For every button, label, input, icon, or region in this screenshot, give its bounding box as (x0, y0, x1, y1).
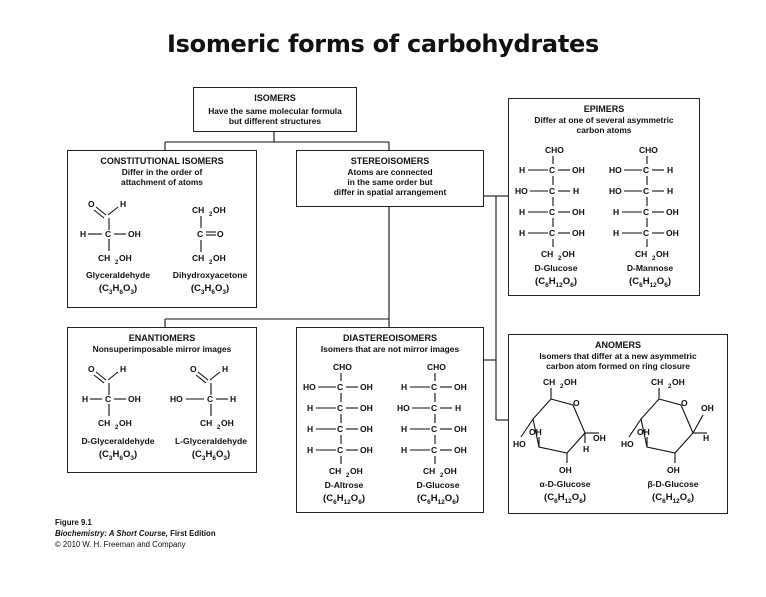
svg-text:OH: OH (562, 249, 575, 259)
svg-text:OH: OH (667, 465, 680, 475)
svg-text:O: O (573, 398, 580, 408)
svg-text:C: C (549, 165, 556, 175)
svg-text:CH: CH (329, 466, 342, 476)
svg-text:O: O (88, 364, 95, 374)
svg-text:OH: OH (454, 445, 467, 455)
enantiomers-heading: ENANTIOMERS (128, 333, 196, 343)
svg-text:C: C (431, 424, 438, 434)
d-altrose-formula: $(C_6H_{12}O_6)$ (323, 493, 365, 506)
svg-text:CH: CH (635, 249, 648, 259)
l-glyceraldehyde-name: L-Glyceraldehyde (174, 436, 248, 446)
figure-label: Figure 9.1 (55, 518, 92, 527)
svg-text:OH: OH (128, 229, 141, 239)
svg-text:OH: OH (529, 427, 542, 437)
svg-text:CH: CH (192, 205, 205, 215)
svg-text:C: C (643, 165, 650, 175)
d-glucose-structure-epimer (515, 143, 601, 261)
l-glyceraldehyde-formula: $(C_3H_6O_3)$ (191, 449, 231, 462)
svg-text:H: H (120, 199, 127, 209)
stereo-heading: STEREOISOMERS (350, 156, 430, 166)
svg-text:H: H (82, 394, 89, 404)
svg-text:2: 2 (115, 260, 119, 266)
page-title: Isomeric forms of carbohydrates (167, 30, 599, 58)
svg-text:2: 2 (209, 260, 213, 266)
svg-text:HO: HO (397, 403, 410, 413)
glyceraldehyde-formula: $(C_3H_6O_3)$ (98, 283, 138, 296)
alpha-d-glucose-name: α-D-Glucose (539, 479, 591, 489)
svg-text:C: C (549, 186, 556, 196)
anomers-box (508, 334, 728, 514)
svg-text:C: C (207, 394, 214, 404)
l-glyceraldehyde-structure (168, 358, 246, 434)
svg-text:C: C (643, 186, 650, 196)
svg-text:CH: CH (192, 253, 205, 263)
svg-text:OH: OH (656, 249, 669, 259)
svg-text:CH: CH (541, 249, 554, 259)
svg-text:C: C (197, 229, 204, 239)
stereo-desc-2: in the same order but (347, 177, 433, 187)
anomers-desc-2: carbon atom formed on ring closure (546, 361, 690, 371)
svg-text:OH: OH (637, 427, 650, 437)
d-glucose-structure-diastereo (397, 360, 483, 478)
svg-text:OH: OH (564, 377, 577, 387)
svg-text:OH: OH (119, 253, 132, 263)
svg-text:OH: OH (350, 466, 363, 476)
svg-text:2: 2 (346, 473, 350, 478)
glyceraldehyde-structure (78, 193, 148, 269)
anomers-heading: ANOMERS (594, 340, 641, 350)
svg-text:CH: CH (200, 418, 213, 428)
svg-text:C: C (549, 228, 556, 238)
isomers-desc-2: but different structures (228, 116, 322, 126)
svg-text:C: C (337, 403, 344, 413)
svg-text:H: H (230, 394, 237, 404)
d-mannose-formula: $(C_6H_{12}O_6)$ (629, 276, 671, 289)
d-glyceraldehyde-formula: $(C_3H_6O_3)$ (98, 449, 138, 462)
book-edition: First Edition (167, 529, 216, 538)
svg-text:H: H (573, 186, 580, 196)
svg-text:C: C (431, 445, 438, 455)
dihydroxyacetone-structure (186, 203, 236, 269)
svg-text:OH: OH (572, 207, 585, 217)
svg-text:2: 2 (440, 473, 444, 478)
beta-d-glucose-name: β-D-Glucose (647, 479, 699, 489)
svg-text:H: H (80, 229, 87, 239)
svg-text:H: H (613, 207, 620, 217)
svg-text:2: 2 (115, 425, 119, 431)
svg-text:H: H (222, 364, 229, 374)
svg-text:OH: OH (128, 394, 141, 404)
glyceraldehyde-name: Glyceraldehyde (85, 270, 150, 280)
svg-text:C: C (105, 229, 112, 239)
beta-d-glucose-formula: $(C_6H_{12}O_6)$ (652, 492, 694, 505)
svg-text:H: H (613, 228, 620, 238)
diastereoisomers-box (296, 327, 484, 513)
svg-text:H: H (667, 186, 674, 196)
svg-text:OH: OH (572, 165, 585, 175)
svg-text:O: O (88, 199, 95, 209)
svg-text:OH: OH (360, 424, 373, 434)
svg-text:HO: HO (609, 165, 622, 175)
svg-text:2: 2 (209, 212, 213, 218)
d-glyceraldehyde-name: D-Glyceraldehyde (81, 436, 155, 446)
svg-text:OH: OH (213, 253, 226, 263)
svg-text:H: H (583, 444, 590, 454)
svg-text:H: H (120, 364, 127, 374)
stereo-desc-1: Atoms are connected (347, 167, 433, 177)
figure-caption (55, 517, 216, 550)
anomers-desc-1: Isomers that differ at a new asymmetric (539, 351, 697, 361)
svg-text:CH: CH (98, 418, 111, 428)
svg-text:HO: HO (303, 382, 316, 392)
svg-text:2: 2 (558, 256, 562, 261)
svg-text:OH: OH (672, 377, 685, 387)
epimers-heading: EPIMERS (583, 104, 625, 114)
svg-text:C: C (337, 382, 344, 392)
svg-text:CHO: CHO (545, 145, 564, 155)
svg-text:OH: OH (701, 403, 714, 413)
isomers-box (193, 87, 357, 132)
constitutional-heading: CONSTITUTIONAL ISOMERS (100, 156, 224, 166)
svg-text:HO: HO (513, 439, 526, 449)
svg-text:OH: OH (559, 465, 572, 475)
dihydroxyacetone-formula: $(C_3H_6O_3)$ (190, 283, 230, 296)
alpha-d-glucose-formula: $(C_6H_{12}O_6)$ (544, 492, 586, 505)
svg-text:C: C (105, 394, 112, 404)
svg-text:OH: OH (666, 228, 679, 238)
stereo-desc-3: differ in spatial arrangement (333, 187, 447, 197)
svg-text:2: 2 (560, 384, 564, 390)
svg-text:H: H (519, 228, 526, 238)
d-mannose-name: D-Mannose (626, 263, 674, 273)
constitutional-isomers-box (67, 150, 257, 308)
svg-text:O: O (217, 229, 224, 239)
svg-text:OH: OH (221, 418, 234, 428)
epimers-desc-1: Differ at one of several asymmetric (534, 115, 674, 125)
svg-text:OH: OH (454, 382, 467, 392)
constitutional-desc-1: Differ in the order of (121, 167, 203, 177)
svg-text:CH: CH (423, 466, 436, 476)
svg-text:C: C (431, 382, 438, 392)
d-mannose-structure (609, 143, 695, 261)
svg-text:OH: OH (360, 403, 373, 413)
svg-text:OH: OH (360, 382, 373, 392)
enantiomers-box (67, 327, 257, 473)
book-title: Biochemistry: A Short Course, (55, 529, 168, 538)
svg-text:OH: OH (454, 424, 467, 434)
d-glucose-formula-epimer: $(C_6H_{12}O_6)$ (535, 276, 577, 289)
svg-text:O: O (190, 364, 197, 374)
svg-text:C: C (643, 228, 650, 238)
svg-text:2: 2 (217, 425, 221, 431)
svg-text:O: O (681, 398, 688, 408)
svg-text:OH: OH (444, 466, 457, 476)
figure-source (55, 528, 216, 539)
d-glucose-name-diastereo: D-Glucose (416, 480, 460, 490)
svg-text:HO: HO (515, 186, 528, 196)
svg-text:H: H (401, 382, 408, 392)
svg-text:CHO: CHO (333, 362, 352, 372)
svg-text:C: C (337, 445, 344, 455)
d-glucose-formula-diastereo: $(C_6H_{12}O_6)$ (417, 493, 459, 506)
svg-text:CH: CH (543, 377, 556, 387)
svg-text:H: H (401, 424, 408, 434)
svg-text:H: H (307, 424, 314, 434)
figure-copyright: © 2010 W. H. Freeman and Company (55, 540, 186, 549)
svg-text:HO: HO (170, 394, 183, 404)
svg-text:OH: OH (593, 433, 606, 443)
svg-text:OH: OH (360, 445, 373, 455)
svg-text:H: H (455, 403, 462, 413)
svg-text:HO: HO (609, 186, 622, 196)
svg-text:2: 2 (652, 256, 656, 261)
enantiomers-desc-1: Nonsuperimposable mirror images (92, 344, 232, 354)
svg-text:OH: OH (119, 418, 132, 428)
constitutional-desc-2: attachment of atoms (121, 177, 203, 187)
beta-d-glucose-structure (621, 375, 725, 479)
svg-text:CH: CH (98, 253, 111, 263)
svg-text:OH: OH (572, 228, 585, 238)
svg-text:C: C (337, 424, 344, 434)
svg-text:H: H (519, 207, 526, 217)
svg-text:H: H (667, 165, 674, 175)
svg-text:C: C (431, 403, 438, 413)
isomers-heading: ISOMERS (254, 93, 296, 103)
svg-text:C: C (549, 207, 556, 217)
d-altrose-name: D-Altrose (324, 480, 364, 490)
svg-text:C: C (643, 207, 650, 217)
svg-text:H: H (703, 433, 710, 443)
svg-text:H: H (307, 445, 314, 455)
svg-text:CHO: CHO (639, 145, 658, 155)
svg-text:H: H (307, 403, 314, 413)
epimers-desc-2: carbon atoms (576, 125, 632, 135)
svg-text:CHO: CHO (427, 362, 446, 372)
diastereo-desc-1: Isomers that are not mirror images (320, 344, 460, 354)
svg-text:H: H (401, 445, 408, 455)
diastereo-heading: DIASTEREOISOMERS (342, 333, 437, 343)
svg-text:HO: HO (621, 439, 634, 449)
svg-text:2: 2 (668, 384, 672, 390)
dihydroxyacetone-name: Dihydroxyacetone (172, 270, 248, 280)
epimers-box (508, 98, 700, 296)
isomers-desc-1: Have the same molecular formula (208, 106, 342, 116)
d-glyceraldehyde-structure (78, 358, 150, 434)
svg-text:OH: OH (213, 205, 226, 215)
svg-text:OH: OH (666, 207, 679, 217)
alpha-d-glucose-structure (513, 375, 613, 479)
d-altrose-structure (303, 360, 389, 478)
svg-text:CH: CH (651, 377, 664, 387)
svg-text:H: H (519, 165, 526, 175)
stereoisomers-box (296, 150, 484, 207)
d-glucose-name-epimer: D-Glucose (534, 263, 578, 273)
